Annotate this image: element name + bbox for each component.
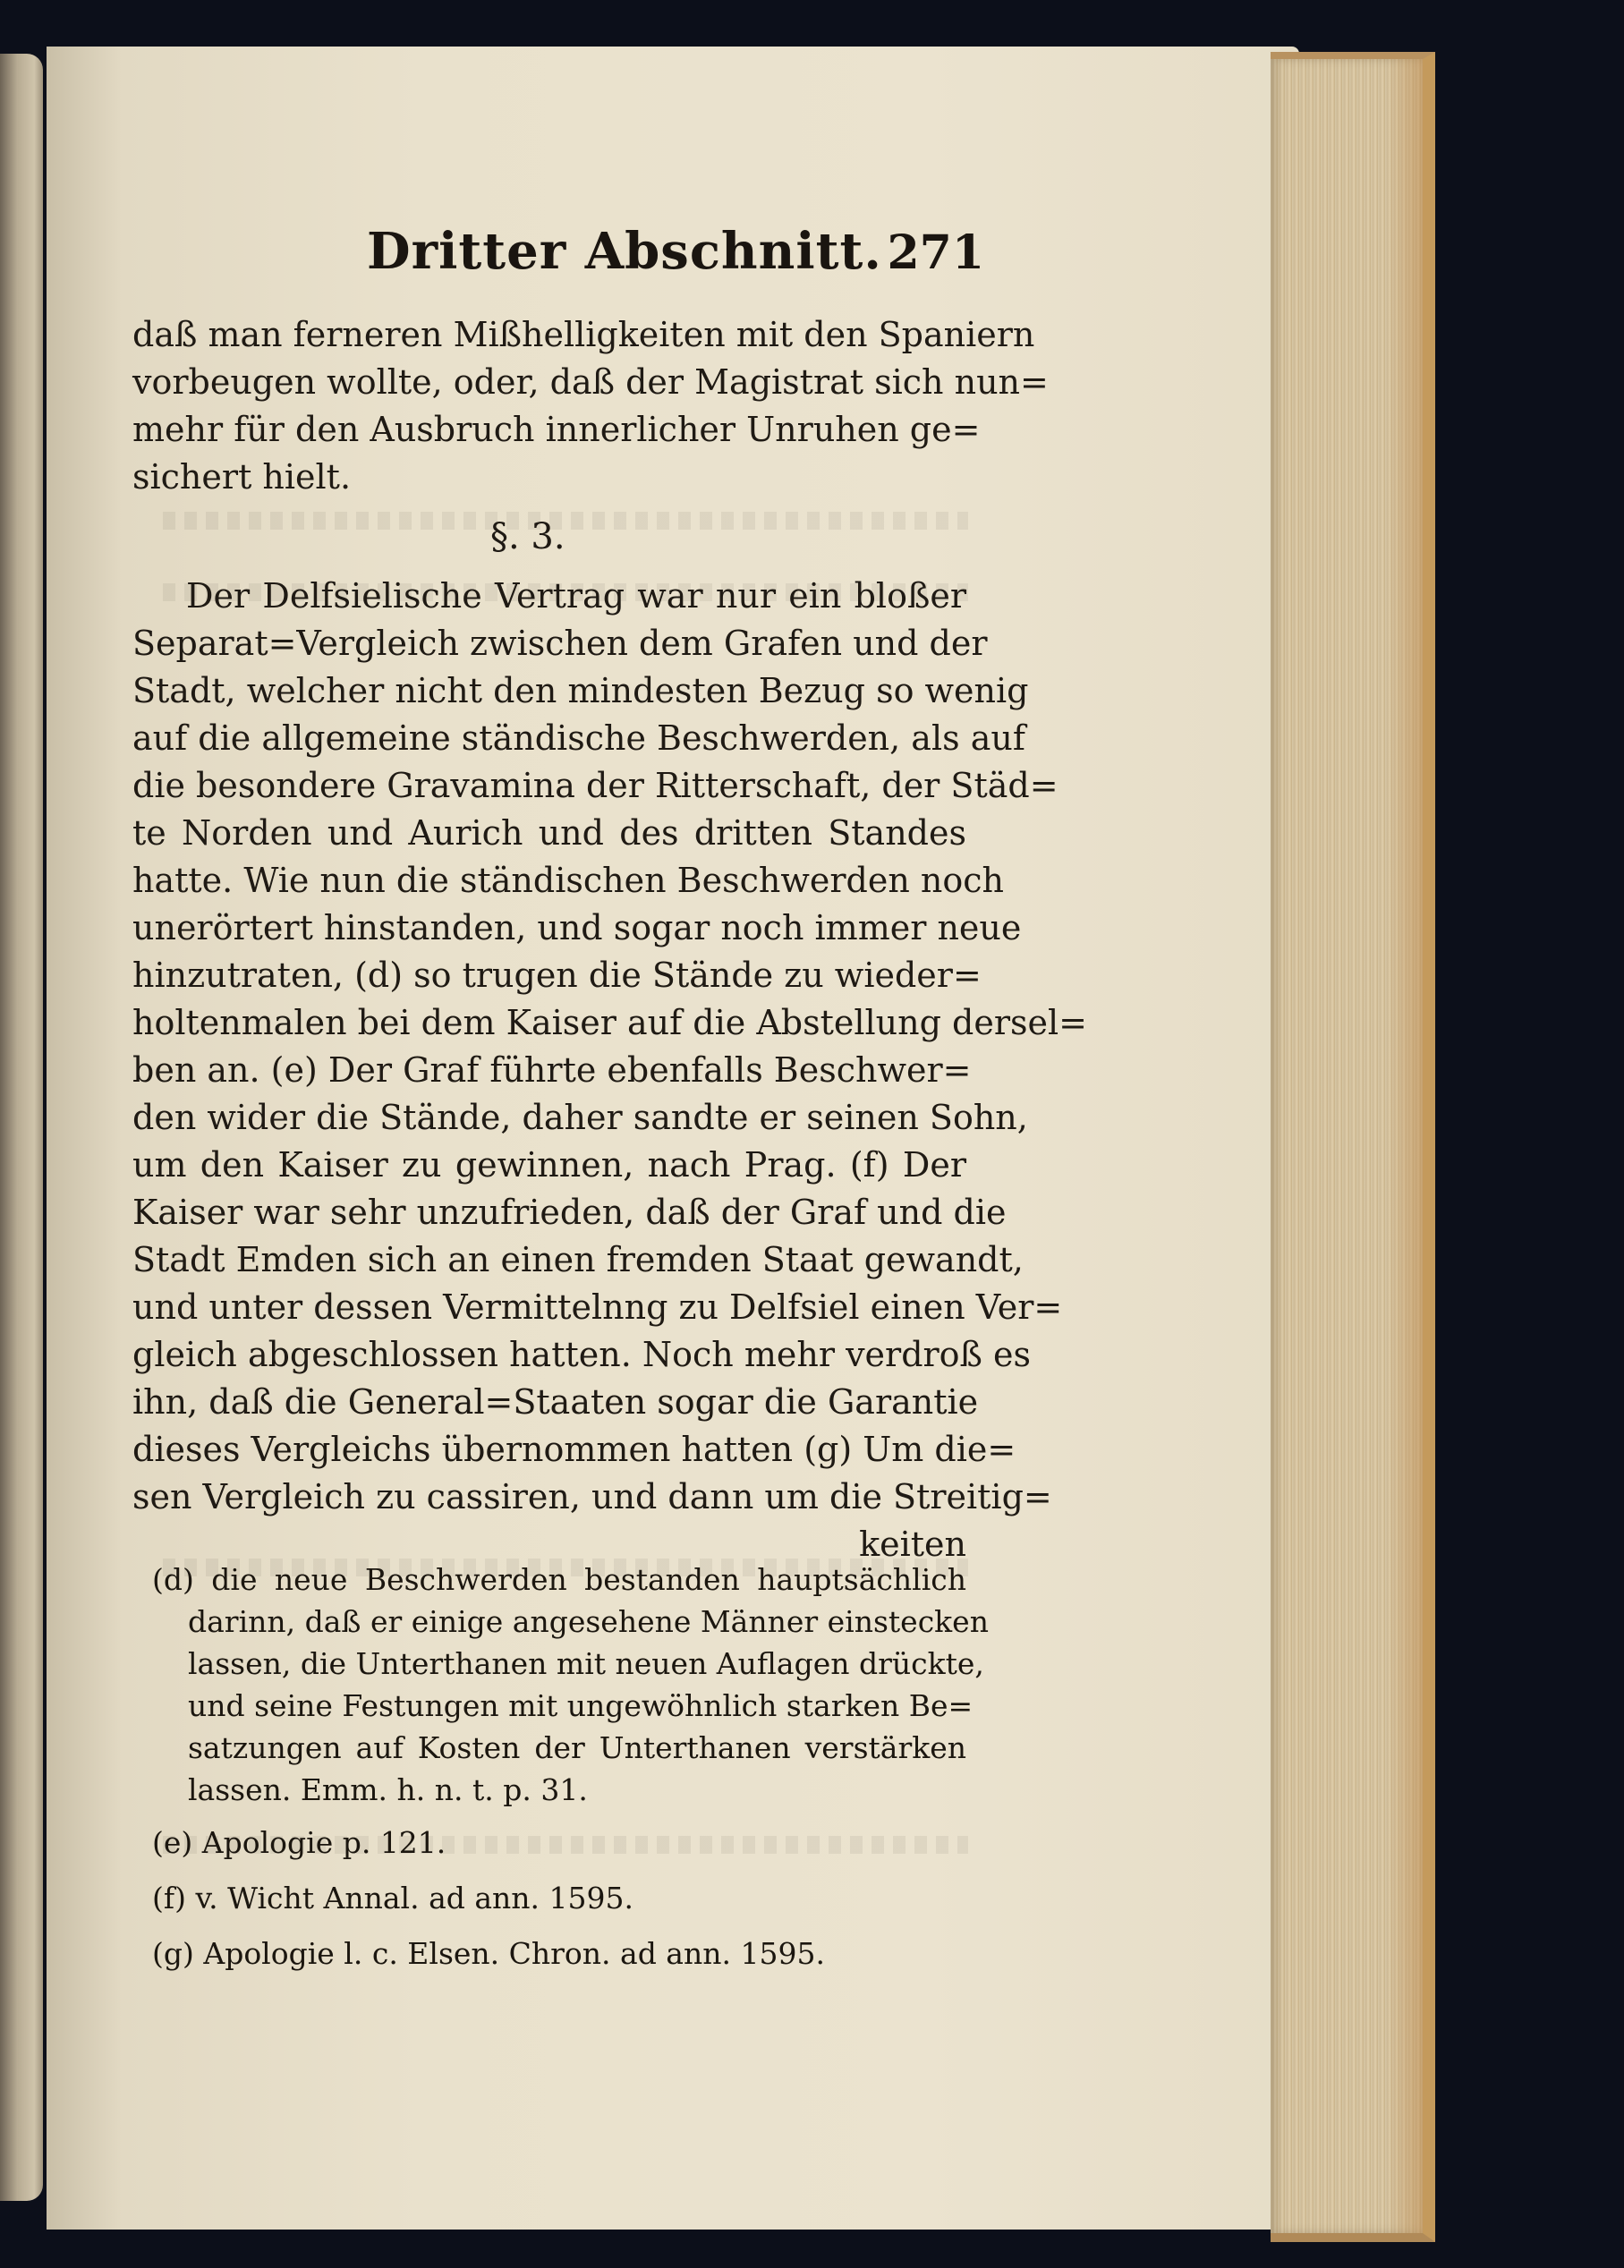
text-line: auf die allgemeine ständische Beschwerden, als auf [132,718,1025,758]
text-line: den wider die Stände, daher sandte er seinen Sohn, [132,1098,1028,1137]
text-line: Stadt Emden sich an einen fremden Staat gewandt, [132,1240,1024,1279]
text-line: Stadt, welcher nicht den mindesten Bezug so wenig [132,671,1029,710]
page-block-edge [1271,52,1435,2242]
section-heading: §. 3. [490,516,565,557]
footnote-line: und seine Festungen mit ungewöhnlich starken Be= [188,1688,974,1723]
text-line: Der Delfsielische Vertrag war nur ein bloßer [186,576,966,616]
text-line: sichert hielt. [132,457,352,497]
text-line: dieses Vergleichs übernommen hatten (g) Um die= [132,1430,1016,1469]
footnotes [152,1559,989,1977]
text-line: unerörtert hinstanden, und sogar noch immer neue [132,908,1022,947]
text-line: gleich abgeschlossen hatten. Noch mehr verdroß es [132,1335,1032,1374]
text-line: te Norden und Aurich und des dritten Standes [132,813,966,853]
text-line: um den Kaiser zu gewinnen, nach Prag. (f) Der [132,1145,966,1185]
footnote-line: (d) die neue Beschwerden bestanden hauptsächlich [152,1562,966,1597]
footnote-g: (g) Apologie l. c. Elsen. Chron. ad ann. 1595. [152,1936,825,1971]
footnote-f: (f) v. Wicht Annal. ad ann. 1595. [152,1881,634,1915]
page-number: 271 [887,225,984,280]
chapter-title: Dritter Abschnitt. [367,222,882,281]
footnote-line: lassen, die Unterthanen mit neuen Auflagen drückte, [188,1646,984,1681]
running-head [367,222,984,293]
text-line: Kaiser war sehr unzufrieden, daß der Graf und die [132,1193,1007,1232]
text-line: und unter dessen Vermittelnng zu Delfsiel einen Ver= [132,1287,1063,1327]
text-line: daß man ferneren Mißhelligkeiten mit den Spaniern [132,315,1035,354]
catchword: keiten [859,1525,966,1564]
body-text [132,311,1087,1568]
footnote-line: darinn, daß er einige angesehene Männer einstecken [188,1604,989,1639]
text-line: ben an. (e) Der Graf führte ebenfalls Beschwer= [132,1050,972,1090]
text-line: hinzutraten, (d) so trugen die Stände zu wieder= [132,956,982,995]
text-line: holtenmalen bei dem Kaiser auf die Abstellung dersel= [132,1003,1087,1042]
text-line: sen Vergleich zu cassiren, und dann um die Streitig= [132,1477,1052,1516]
footnote-line: lassen. Emm. h. n. t. p. 31. [188,1772,588,1807]
facing-page-edge [0,54,43,2201]
text-line: hatte. Wie nun die ständischen Beschwerden noch [132,861,1004,900]
text-line: die besondere Gravamina der Ritterschaft, der Städ= [132,766,1059,805]
text-line: Separat=Vergleich zwischen dem Grafen und der [132,624,988,663]
footnote-line: satzungen auf Kosten der Unterthanen verstärken [188,1730,966,1765]
text-line: vorbeugen wollte, oder, daß der Magistrat sich nun= [132,362,1049,402]
footnote-e: (e) Apologie p. 121. [152,1825,446,1860]
text-line: mehr für den Ausbruch innerlicher Unruhen ge= [132,410,981,449]
text-line: ihn, daß die General=Staaten sogar die Garantie [132,1382,979,1422]
